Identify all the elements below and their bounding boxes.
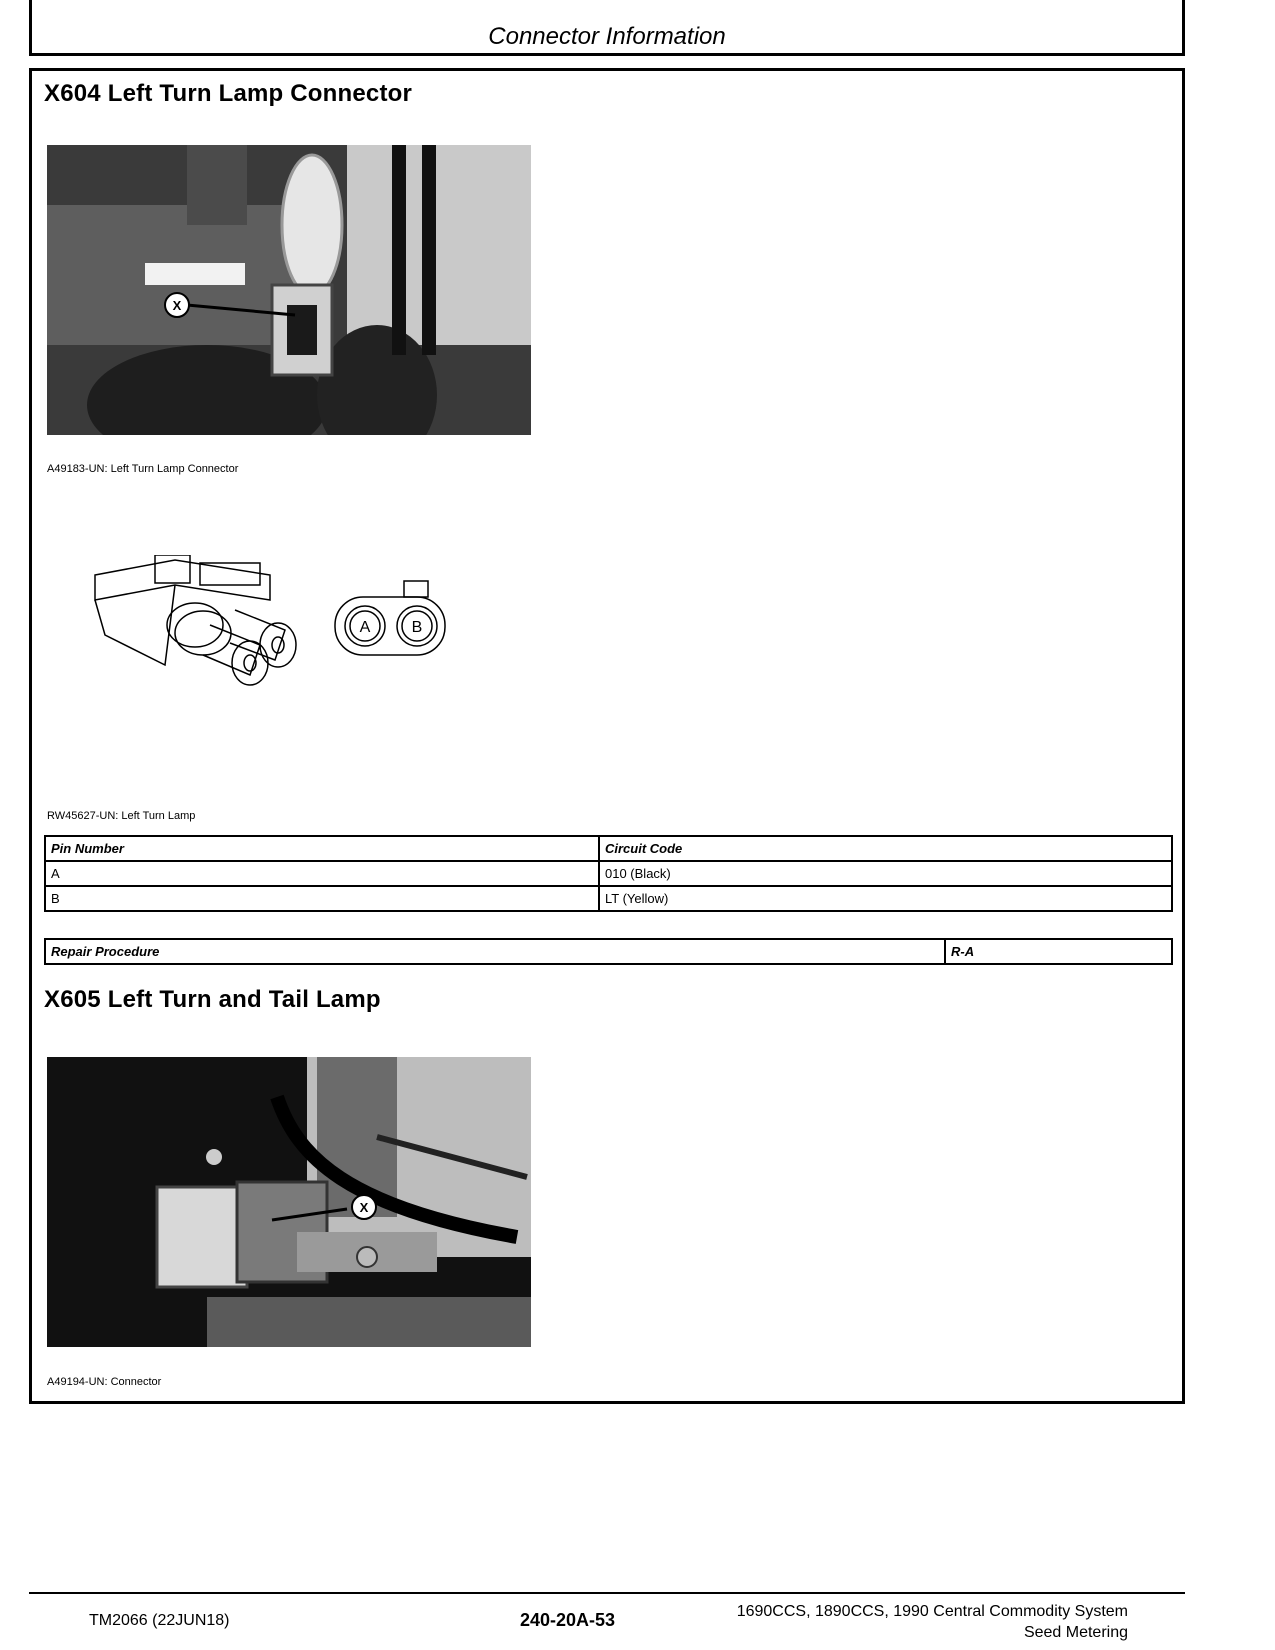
photo-callout-x605: X — [359, 1200, 369, 1215]
repair-value: R-A — [945, 939, 1172, 964]
footer-product-info — [737, 1601, 1128, 1643]
photo-caption-x604: A49183-UN: Left Turn Lamp Connector — [47, 463, 239, 475]
footer-doc-id: TM2066 (22JUN18) — [89, 1612, 230, 1629]
col-header-pin-number: Pin Number — [45, 836, 599, 861]
pin-cell: A — [45, 861, 599, 886]
pin-table-x604 — [44, 835, 1173, 912]
circuit-cell: 010 (Black) — [599, 861, 1172, 886]
diagram-pin-a: A — [359, 619, 371, 636]
diagram-caption-x604: RW45627-UN: Left Turn Lamp — [47, 810, 196, 822]
section-title-x604: X604 Left Turn Lamp Connector — [44, 80, 413, 107]
table-row — [45, 861, 1172, 886]
table-header-row — [45, 836, 1172, 861]
circuit-cell: LT (Yellow) — [599, 886, 1172, 911]
col-header-circuit-code: Circuit Code — [599, 836, 1172, 861]
footer-section: Seed Metering — [1023, 1624, 1128, 1641]
connector-diagram-x604 — [85, 555, 485, 715]
repair-table-x604 — [44, 938, 1173, 965]
page-header — [29, 0, 1185, 56]
photo-callout-x604: X — [172, 298, 182, 313]
photo-x604 — [47, 145, 531, 435]
header-title: Connector Information — [488, 23, 726, 50]
repair-label: Repair Procedure — [45, 939, 945, 964]
diagram-pin-b: B — [411, 619, 423, 636]
footer-rule — [29, 1592, 1185, 1594]
footer-page-number: 240-20A-53 — [520, 1610, 616, 1630]
table-row — [45, 886, 1172, 911]
table-row — [45, 939, 1172, 964]
footer-product: 1690CCS, 1890CCS, 1990 Central Commodity System — [736, 1603, 1128, 1620]
pin-cell: B — [45, 886, 599, 911]
photo-x605 — [47, 1057, 531, 1347]
section-title-x605: X605 Left Turn and Tail Lamp — [44, 986, 381, 1013]
photo-caption-x605: A49194-UN: Connector — [47, 1376, 162, 1388]
